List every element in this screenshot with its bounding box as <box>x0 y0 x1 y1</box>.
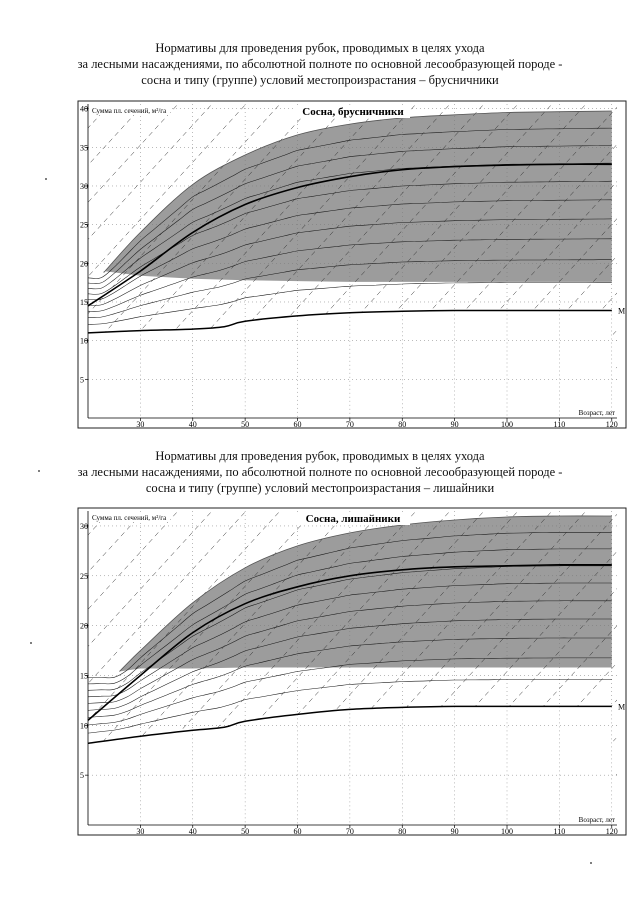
y-axis-title: Сумма пл. сечений, м²/га <box>92 107 167 115</box>
y-tick-label: 15 <box>80 671 88 681</box>
y-tick-label: 10 <box>80 336 88 346</box>
y-axis-title: Сумма пл. сечений, м²/га <box>92 514 167 522</box>
chart-2-heading <box>0 448 640 496</box>
x-tick-label: 90 <box>450 827 459 836</box>
x-tick-label: 60 <box>293 420 302 429</box>
hatch-line <box>0 104 8 388</box>
x-tick-label: 50 <box>241 420 250 429</box>
x-tick-label: 30 <box>136 827 145 836</box>
chart-title: Сосна, лишайники <box>305 513 401 525</box>
y-tick-label: 30 <box>80 521 88 531</box>
minimum-end-label: М <box>618 702 626 712</box>
x-tick-label: 50 <box>241 827 250 836</box>
y-tick-label: 5 <box>80 375 84 385</box>
x-tick-label: 120 <box>605 420 618 429</box>
scan-speck <box>30 642 32 644</box>
heading-line: сосна и типу (группе) условий местопроизрастания – брусничники <box>141 73 499 87</box>
x-tick-label: 40 <box>188 827 197 836</box>
x-axis-title: Возраст, лет <box>578 409 615 417</box>
x-axis-title: Возраст, лет <box>578 816 615 824</box>
heading-line: Нормативы для проведения рубок, проводимых в целях ухода <box>155 449 485 463</box>
y-tick-label: 10 <box>80 721 88 731</box>
heading-line: за лесными насаждениями, по абсолютной полноте по основной лесообразующей породе - <box>77 57 563 71</box>
x-tick-label: 60 <box>293 827 302 836</box>
x-tick-label: 120 <box>605 827 618 836</box>
chart-brusnichniki <box>0 96 640 436</box>
y-tick-label: 40 <box>80 104 88 114</box>
y-tick-label: 20 <box>80 259 88 269</box>
x-tick-label: 30 <box>136 420 145 429</box>
x-tick-label: 110 <box>553 420 566 429</box>
y-tick-label: 35 <box>80 143 88 153</box>
chart-title: Сосна, брусничники <box>302 106 404 118</box>
x-tick-label: 110 <box>553 827 566 836</box>
y-tick-label: 30 <box>80 181 88 191</box>
x-tick-label: 70 <box>345 827 354 836</box>
scan-speck <box>590 862 592 864</box>
x-tick-label: 40 <box>188 420 197 429</box>
y-tick-label: 5 <box>80 771 84 781</box>
chart-1-heading <box>0 40 640 88</box>
hatch-line <box>0 511 76 795</box>
y-tick-label: 25 <box>80 571 88 581</box>
x-tick-label: 100 <box>501 827 514 836</box>
x-tick-label: 70 <box>345 420 354 429</box>
hatch-line <box>0 104 76 388</box>
chart-lishainiki <box>0 503 640 843</box>
x-tick-label: 100 <box>501 420 514 429</box>
hatch-line <box>0 104 42 388</box>
hatch-line <box>632 104 640 388</box>
y-tick-label: 20 <box>80 621 88 631</box>
y-tick-label: 25 <box>80 220 88 230</box>
heading-line: Нормативы для проведения рубок, проводимых в целях ухода <box>155 41 485 55</box>
scan-speck <box>38 470 40 472</box>
heading-line: сосна и типу (группе) условий местопроизрастания – лишайники <box>145 481 495 495</box>
hatch-line <box>632 511 640 795</box>
hatch-line <box>0 511 42 795</box>
x-tick-label: 90 <box>450 420 459 429</box>
scan-speck <box>45 178 47 180</box>
y-tick-label: 15 <box>80 297 88 307</box>
minimum-end-label: М <box>618 306 626 316</box>
x-tick-label: 80 <box>398 420 407 429</box>
hatch-line <box>0 511 8 795</box>
heading-line: за лесными насаждениями, по абсолютной полноте по основной лесообразующей породе - <box>77 465 563 479</box>
x-tick-label: 80 <box>398 827 407 836</box>
